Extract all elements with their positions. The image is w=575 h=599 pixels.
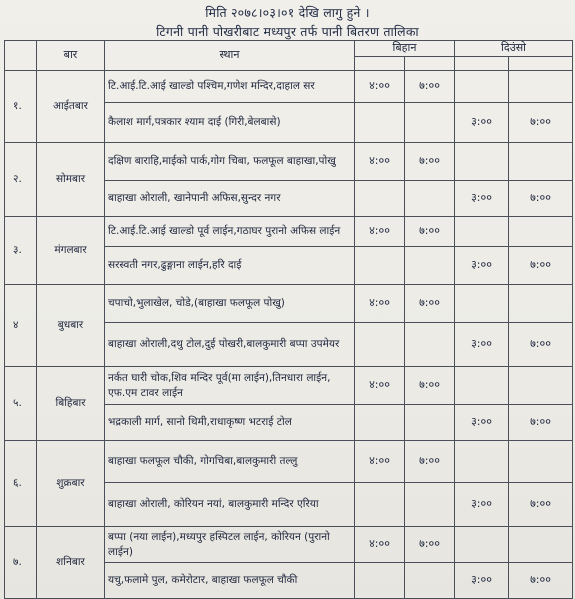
afternoon-start-cell: ३:०० — [455, 247, 509, 285]
morning-end-cell: ७:०० — [405, 71, 455, 103]
schedule-title: टिगनी पानी पोखरीबाट मध्यपुर तर्फ पानी बितरण तालिका — [156, 24, 419, 39]
table-row — [5, 217, 573, 247]
table-row — [5, 527, 573, 563]
afternoon-end-cell: ७:०० — [509, 103, 573, 143]
morning-end-cell — [405, 563, 455, 599]
afternoon-end-cell — [509, 285, 573, 323]
day-number: ३. — [5, 217, 37, 285]
afternoon-start-cell: ३:०० — [455, 103, 509, 143]
afternoon-start-cell: ३:०० — [455, 323, 509, 367]
place-cell: सरस्वती नगर,ढुङ्गाना लाईन,हरि दाई — [105, 247, 355, 285]
morning-start-cell — [355, 563, 405, 599]
morning-end-cell: ७:०० — [405, 143, 455, 181]
day-number: ६. — [5, 441, 37, 527]
place-cell: टि.आई.टि.आई खाल्डो पूर्व लाईन,गठाघर पुरानो अफिस लाईन — [105, 217, 355, 247]
place-cell: चपाचो,भुलाखेल, चोडे,(बाहाखा फलफूल पोखु) — [105, 285, 355, 323]
afternoon-end-cell: ७:०० — [509, 181, 573, 217]
afternoon-start-cell — [455, 143, 509, 181]
day-name: बिहिबार — [37, 367, 105, 441]
place-cell: बप्पा (नया लाईन),मध्यपुर हस्पिटल लाईन, कोरियन (पुरानो लाईन) — [105, 527, 355, 563]
distribution-schedule-table — [4, 40, 573, 599]
morning-end-cell — [405, 103, 455, 143]
morning-start-cell — [355, 247, 405, 285]
morning-end-cell — [405, 483, 455, 527]
place-cell: टि.आई.टि.आई खाल्डो पश्चिम,गणेश मन्दिर,दाहाल सर — [105, 71, 355, 103]
day-name: शुक्रबार — [37, 441, 105, 527]
morning-end-cell: ७:०० — [405, 367, 455, 405]
afternoon-start-cell — [455, 527, 509, 563]
morning-end-cell — [405, 323, 455, 367]
place-cell: बाहाखा फलफूल चौकी, गोगचिबा,बालकुमारी तल्लु — [105, 441, 355, 483]
afternoon-end-cell — [509, 441, 573, 483]
afternoon-start-cell: ३:०० — [455, 563, 509, 599]
place-cell: बाहाखा ओराली, कोरियन नयां, बालकुमारी मन्दिर एरिया — [105, 483, 355, 527]
place-cell: बाहाखा ओराली,दथु टोल,दुई पोखरी,बालकुमारी बप्पा उपमेयर — [105, 323, 355, 367]
day-name: बुधबार — [37, 285, 105, 367]
place-cell: बाहाखा ओराली, खानेपानी अफिस,सुन्दर नगर — [105, 181, 355, 217]
day-name: मंगलबार — [37, 217, 105, 285]
morning-start-cell — [355, 483, 405, 527]
morning-start-cell: ४:०० — [355, 367, 405, 405]
day-name: आईतबार — [37, 71, 105, 143]
morning-end-cell: ७:०० — [405, 527, 455, 563]
day-number: ५. — [5, 367, 37, 441]
table-row — [5, 71, 573, 103]
morning-start-cell — [355, 181, 405, 217]
morning-end-cell: ७:०० — [405, 441, 455, 483]
day-name: सोमबार — [37, 143, 105, 217]
morning-end-cell — [405, 247, 455, 285]
afternoon-end-cell: ७:०० — [509, 563, 573, 599]
header-day: बार — [37, 41, 105, 71]
table-row — [5, 441, 573, 483]
day-name: शनिबार — [37, 527, 105, 599]
day-number: २. — [5, 143, 37, 217]
place-cell: नर्कत घारी चोक,शिव मन्दिर पूर्व(मा लाईन),तिनधारा लाईन, एफ.एम टावर लाईन — [105, 367, 355, 405]
header-row-1 — [5, 41, 573, 57]
afternoon-end-cell — [509, 143, 573, 181]
afternoon-start-cell — [455, 217, 509, 247]
place-cell: भद्रकाली मार्ग, सानो थिमी,राधाकृष्ण भटराई टोल — [105, 405, 355, 441]
afternoon-end-cell — [509, 217, 573, 247]
morning-start-cell: ४:०० — [355, 441, 405, 483]
header-afternoon-start — [455, 57, 509, 71]
table-row — [5, 143, 573, 181]
effective-date-line: मिति २०७८।०३।०१ देखि लागु हुने । — [205, 5, 370, 20]
morning-start-cell — [355, 103, 405, 143]
day-number: ४ — [5, 285, 37, 367]
day-number: ७. — [5, 527, 37, 599]
afternoon-end-cell — [509, 71, 573, 103]
afternoon-start-cell — [455, 367, 509, 405]
afternoon-start-cell: ३:०० — [455, 181, 509, 217]
place-cell: यचु,फलामे पुल, कमेरोटार, बाहाखा फलफूल चौकी — [105, 563, 355, 599]
day-number: १. — [5, 71, 37, 143]
table-row — [5, 285, 573, 323]
afternoon-end-cell — [509, 527, 573, 563]
table-row — [5, 367, 573, 405]
afternoon-start-cell — [455, 441, 509, 483]
afternoon-end-cell: ७:०० — [509, 483, 573, 527]
place-cell: कैलाश मार्ग,पत्रकार श्याम दाई (गिरी,बेलबासे) — [105, 103, 355, 143]
morning-start-cell: ४:०० — [355, 285, 405, 323]
morning-end-cell: ७:०० — [405, 285, 455, 323]
morning-start-cell: ४:०० — [355, 217, 405, 247]
schedule-body — [5, 71, 573, 599]
header-afternoon-end — [509, 57, 573, 71]
header-place: स्थान — [105, 41, 355, 71]
header-num — [5, 41, 37, 71]
afternoon-end-cell: ७:०० — [509, 405, 573, 441]
afternoon-end-cell: ७:०० — [509, 323, 573, 367]
afternoon-start-cell: ३:०० — [455, 483, 509, 527]
header-morning-end — [405, 57, 455, 71]
header-afternoon: दिउंसो — [455, 41, 573, 57]
morning-end-cell: ७:०० — [405, 217, 455, 247]
afternoon-start-cell: ३:०० — [455, 405, 509, 441]
morning-start-cell — [355, 323, 405, 367]
afternoon-start-cell — [455, 285, 509, 323]
afternoon-end-cell — [509, 367, 573, 405]
header-morning: बिहान — [355, 41, 455, 57]
morning-start-cell: ४:०० — [355, 71, 405, 103]
place-cell: दक्षिण बाराहि,माईको पार्क,गोग चिबा, फलफूल बाहाखा,पोखु — [105, 143, 355, 181]
afternoon-start-cell — [455, 71, 509, 103]
morning-start-cell: ४:०० — [355, 143, 405, 181]
morning-end-cell — [405, 405, 455, 441]
header-morning-start — [355, 57, 405, 71]
afternoon-end-cell: ७:०० — [509, 247, 573, 285]
morning-start-cell: ४:०० — [355, 527, 405, 563]
morning-end-cell — [405, 181, 455, 217]
morning-start-cell — [355, 405, 405, 441]
